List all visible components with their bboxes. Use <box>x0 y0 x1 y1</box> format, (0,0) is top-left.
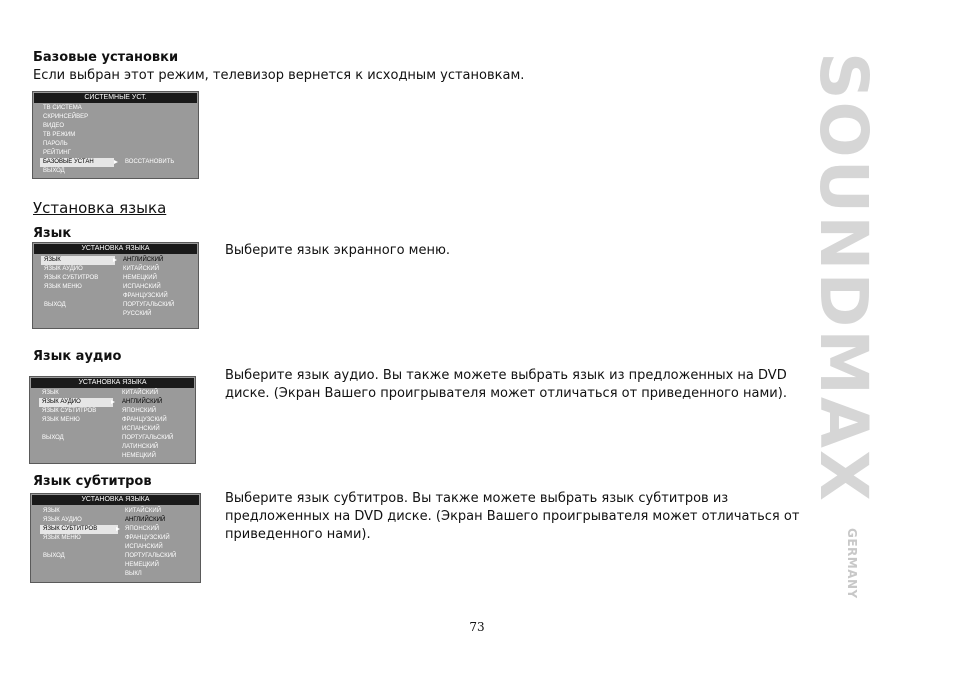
menu-title: СИСТЕМНЫЕ УСТ. <box>34 93 197 103</box>
menu-item-video[interactable]: ВИДЕО <box>43 123 65 129</box>
option-language[interactable]: ВЫКЛ <box>125 571 142 577</box>
brand-watermark <box>805 52 892 612</box>
arrow-right-icon <box>114 160 118 164</box>
menu-title: УСТАНОВКА ЯЗЫКА <box>32 495 199 505</box>
osd-language-menu <box>32 242 199 329</box>
option-language[interactable]: ИСПАНСКИЙ <box>123 284 161 290</box>
option-language[interactable]: НЕМЕЦКИЙ <box>122 453 156 459</box>
menu-item-audio-language[interactable]: ЯЗЫК АУДИО <box>39 398 113 407</box>
menu-item-exit[interactable]: ВЫХОД <box>42 435 64 441</box>
menu-item-language[interactable]: ЯЗЫК <box>42 390 59 396</box>
menu-item-exit[interactable]: ВЫХОД <box>43 553 65 559</box>
basic-settings-desc: Если выбран этот режим, телевизор вернется к исходным установкам. <box>33 68 525 83</box>
option-language[interactable]: ЛАТИНСКИЙ <box>122 444 159 450</box>
language-section-title: Установка языка <box>33 199 167 217</box>
menu-title: УСТАНОВКА ЯЗЫКА <box>31 378 194 388</box>
page-number: 73 <box>469 620 485 634</box>
menu-item-rating[interactable]: РЕЙТИНГ <box>43 150 71 156</box>
menu-item-tv-system[interactable]: ТВ СИСТЕМА <box>43 105 82 111</box>
audio-language-desc: Выберите язык аудио. Вы также можете выбрать язык из предложенных на DVD диске. (Экран Вашего проигрывателя может отличаться от приведенного нами). <box>225 368 787 401</box>
arrow-right-icon <box>111 400 115 404</box>
menu-item-audio-language[interactable]: ЯЗЫК АУДИО <box>43 517 82 523</box>
option-restore[interactable]: ВОССТАНОВИТЬ <box>125 159 175 165</box>
menu-item-exit[interactable]: ВЫХОД <box>43 168 65 174</box>
menu-item-menu-language[interactable]: ЯЗЫК МЕНЮ <box>43 535 81 541</box>
option-language[interactable]: КИТАЙСКИЙ <box>122 390 159 396</box>
option-language[interactable]: НЕМЕЦКИЙ <box>123 275 157 281</box>
system-setup-menu <box>32 91 199 179</box>
option-language[interactable]: ПОРТУГАЛЬСКИЙ <box>123 302 175 308</box>
menu-item-exit[interactable]: ВЫХОД <box>44 302 66 308</box>
osd-language-heading: Язык <box>33 226 72 241</box>
subtitle-language-heading: Язык субтитров <box>33 474 152 489</box>
menu-item-subtitle-language[interactable]: ЯЗЫК СУБТИТРОВ <box>42 408 97 414</box>
menu-item-menu-language[interactable]: ЯЗЫК МЕНЮ <box>42 417 80 423</box>
menu-title: УСТАНОВКА ЯЗЫКА <box>34 244 197 254</box>
menu-item-defaults[interactable]: БАЗОВЫЕ УСТАН <box>40 158 114 167</box>
brand-logo: SOUNDMAX <box>805 52 882 503</box>
option-language[interactable]: ИСПАНСКИЙ <box>125 544 163 550</box>
option-language[interactable]: АНГЛИЙСКИЙ <box>123 257 164 263</box>
option-language[interactable]: АНГЛИЙСКИЙ <box>125 517 166 523</box>
menu-item-audio-language[interactable]: ЯЗЫК АУДИО <box>44 266 83 272</box>
menu-item-password[interactable]: ПАРОЛЬ <box>43 141 68 147</box>
audio-language-heading: Язык аудио <box>33 349 122 364</box>
menu-item-language[interactable]: ЯЗЫК <box>43 508 60 514</box>
arrow-right-icon <box>113 258 117 262</box>
option-language[interactable]: ЯПОНСКИЙ <box>122 408 157 414</box>
osd-language-desc: Выберите язык экранного меню. <box>225 243 451 258</box>
option-language[interactable]: КИТАЙСКИЙ <box>123 266 160 272</box>
basic-settings-heading: Базовые установки <box>33 50 179 65</box>
option-language[interactable]: ИСПАНСКИЙ <box>122 426 160 432</box>
option-language[interactable]: ЯПОНСКИЙ <box>125 526 160 532</box>
option-language[interactable]: ФРАНЦУЗСКИЙ <box>125 535 170 541</box>
option-language[interactable]: ПОРТУГАЛЬСКИЙ <box>125 553 177 559</box>
menu-item-subtitle-language[interactable]: ЯЗЫК СУБТИТРОВ <box>40 525 118 534</box>
brand-subtitle: GERMANY <box>845 528 859 599</box>
menu-item-tv-mode[interactable]: ТВ РЕЖИМ <box>43 132 76 138</box>
subtitle-language-menu <box>30 493 201 583</box>
option-language[interactable]: ФРАНЦУЗСКИЙ <box>123 293 168 299</box>
option-language[interactable]: АНГЛИЙСКИЙ <box>122 399 163 405</box>
audio-language-menu <box>29 376 196 464</box>
menu-item-language[interactable]: ЯЗЫК <box>41 256 115 265</box>
option-language[interactable]: НЕМЕЦКИЙ <box>125 562 159 568</box>
subtitle-language-desc: Выберите язык субтитров. Вы также можете выбрать язык субтитров из предложенных на DVD диске. (Экран Вашего проигрывателя может отличаться от приведенного нами). <box>225 491 800 542</box>
option-language[interactable]: ПОРТУГАЛЬСКИЙ <box>122 435 174 441</box>
arrow-right-icon <box>116 527 120 531</box>
option-language[interactable]: РУССКИЙ <box>123 311 152 317</box>
option-language[interactable]: КИТАЙСКИЙ <box>125 508 162 514</box>
menu-item-subtitle-language[interactable]: ЯЗЫК СУБТИТРОВ <box>44 275 99 281</box>
option-language[interactable]: ФРАНЦУЗСКИЙ <box>122 417 167 423</box>
menu-item-screensaver[interactable]: СКРИНСЕЙВЕР <box>43 114 89 120</box>
menu-item-menu-language[interactable]: ЯЗЫК МЕНЮ <box>44 284 82 290</box>
